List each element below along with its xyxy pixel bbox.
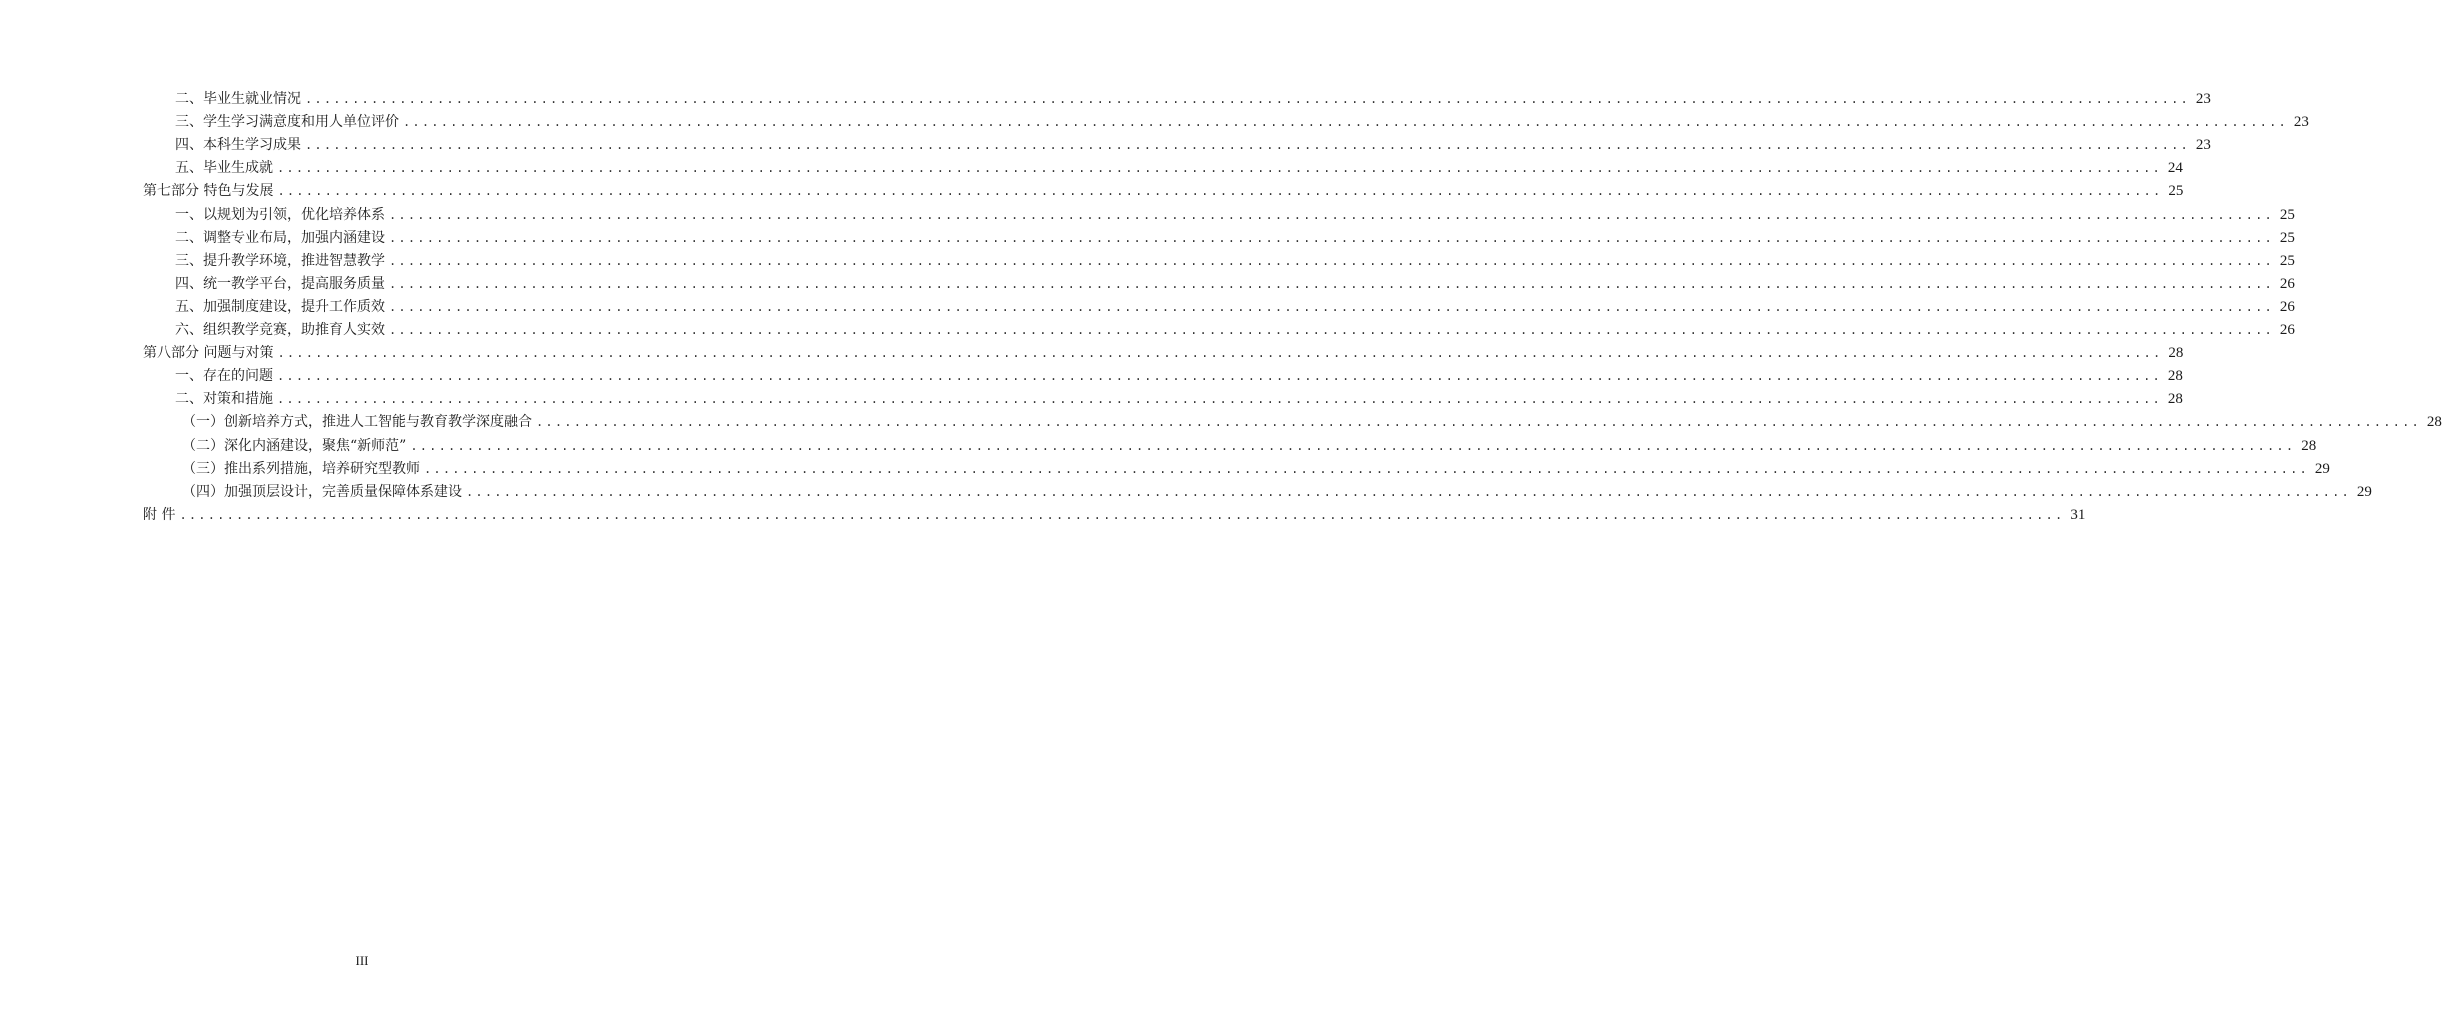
toc-leader-dots: ........................................................................................................................................................................................................ xyxy=(536,415,2421,430)
toc-entry-page: 25 xyxy=(2168,183,2184,200)
toc-entry-title: （三）推出系列措施，培养研究型教师 xyxy=(182,460,420,477)
toc-entry[interactable] xyxy=(182,411,2442,433)
toc-entry[interactable] xyxy=(175,204,2295,226)
toc-entry-title: 一、以规划为引领，优化培养体系 xyxy=(175,206,385,223)
toc-entry-page: 28 xyxy=(2167,368,2183,385)
toc-leader-dots: ........................................................................................................................................................................................................ xyxy=(389,323,2274,337)
toc-entry-title: 二、调整专业布局，加强内涵建设 xyxy=(175,229,385,246)
toc-entry-page: 23 xyxy=(2195,137,2211,154)
toc-entry[interactable] xyxy=(182,458,2330,480)
toc-leader-dots: ........................................................................................................................................................................................................ xyxy=(305,92,2190,106)
toc-leader-dots: ........................................................................................................................................................................................................ xyxy=(389,253,2274,268)
toc-leader-dots: ........................................................................................................................................................................................................ xyxy=(424,461,2309,476)
toc-entry[interactable] xyxy=(143,504,2086,526)
toc-entry-title: 第七部分 特色与发展 xyxy=(143,183,274,200)
toc-entry-page: 28 xyxy=(2168,345,2184,362)
toc-entry-page: 23 xyxy=(2293,114,2309,131)
toc-entry-page: 25 xyxy=(2279,252,2295,269)
toc-entry-title: 五、毕业生成就 xyxy=(175,160,273,177)
toc-entry-title: 第八部分 问题与对策 xyxy=(143,345,274,362)
toc-entry[interactable] xyxy=(182,435,2317,457)
toc-leader-dots: ........................................................................................................................................................................................................ xyxy=(389,276,2274,291)
toc-entry-page: 31 xyxy=(2070,506,2086,523)
toc-entry[interactable] xyxy=(175,134,2211,156)
toc-entry-page: 24 xyxy=(2167,160,2183,177)
toc-leader-dots: ........................................................................................................................................................................................................ xyxy=(466,484,2351,499)
toc-entry-title: 附 件 xyxy=(143,506,176,523)
toc-entry[interactable] xyxy=(143,342,2184,364)
toc-leader-dots: ........................................................................................................................................................................................................ xyxy=(277,184,2163,199)
toc-leader-dots: ........................................................................................................................................................................................................ xyxy=(277,161,2162,176)
toc-entry-page: 25 xyxy=(2279,206,2295,223)
toc-entry-page: 26 xyxy=(2279,322,2295,338)
toc-entry-title: （二）深化内涵建设，聚焦“新师范” xyxy=(182,437,407,454)
toc-leader-dots: ........................................................................................................................................................................................................ xyxy=(389,207,2274,222)
toc-entry[interactable] xyxy=(175,111,2309,133)
toc-leader-dots: ........................................................................................................................................................................................................ xyxy=(403,115,2288,130)
toc-entry[interactable] xyxy=(143,180,2184,202)
toc-leader-dots: ........................................................................................................................................................................................................ xyxy=(277,369,2162,384)
toc-entry-page: 28 xyxy=(2301,437,2317,454)
toc-entry-page: 23 xyxy=(2195,91,2211,107)
toc-leader-dots: ........................................................................................................................................................................................................ xyxy=(389,230,2274,245)
toc-leader-dots: ........................................................................................................................................................................................................ xyxy=(305,138,2190,153)
toc-entry-title: 四、本科生学习成果 xyxy=(175,137,301,154)
toc-entry-page: 29 xyxy=(2314,460,2330,477)
toc-entry[interactable] xyxy=(175,227,2295,249)
toc-entry-title: 二、毕业生就业情况 xyxy=(175,91,301,107)
toc-entry-title: 三、学生学习满意度和用人单位评价 xyxy=(175,114,399,131)
toc-entry[interactable] xyxy=(175,365,2183,387)
toc-entry-title: 二、对策和措施 xyxy=(175,391,273,408)
toc-entry[interactable] xyxy=(175,250,2295,272)
toc-entry-title: （一）创新培养方式，推进人工智能与教育教学深度融合 xyxy=(182,414,532,431)
toc-leader-dots: ........................................................................................................................................................................................................ xyxy=(410,438,2296,453)
page-number: III xyxy=(355,953,369,968)
toc-leader-dots: ........................................................................................................................................................................................................ xyxy=(179,507,2065,522)
toc-entry-page: 26 xyxy=(2279,298,2295,315)
toc-entry-title: 五、加强制度建设，提升工作质效 xyxy=(175,298,385,315)
toc-entry[interactable] xyxy=(175,388,2183,410)
toc-entry-title: （四）加强顶层设计，完善质量保障体系建设 xyxy=(182,483,462,500)
toc-entry-title: 一、存在的问题 xyxy=(175,368,273,385)
toc-entry[interactable] xyxy=(175,88,2211,110)
toc-entry[interactable] xyxy=(175,296,2295,318)
toc-entry-title: 四、统一教学平台，提高服务质量 xyxy=(175,275,385,292)
toc-leader-dots: ........................................................................................................................................................................................................ xyxy=(389,299,2274,314)
toc-entry-page: 28 xyxy=(2167,391,2183,408)
toc-leader-dots: ........................................................................................................................................................................................................ xyxy=(277,346,2163,361)
toc-entry-page: 29 xyxy=(2356,483,2372,500)
toc-leader-dots: ........................................................................................................................................................................................................ xyxy=(277,392,2162,407)
toc-entry-page: 28 xyxy=(2426,414,2442,431)
toc-entry[interactable] xyxy=(175,319,2295,341)
toc-entry[interactable] xyxy=(175,273,2295,295)
toc-entry-page: 25 xyxy=(2279,229,2295,246)
toc-entry-title: 三、提升教学环境，推进智慧教学 xyxy=(175,252,385,269)
toc-entry-page: 26 xyxy=(2279,275,2295,292)
toc-entry-title: 六、组织教学竞赛，助推育人实效 xyxy=(175,322,385,338)
toc-entry[interactable] xyxy=(182,481,2372,503)
toc-entry[interactable] xyxy=(175,157,2183,179)
